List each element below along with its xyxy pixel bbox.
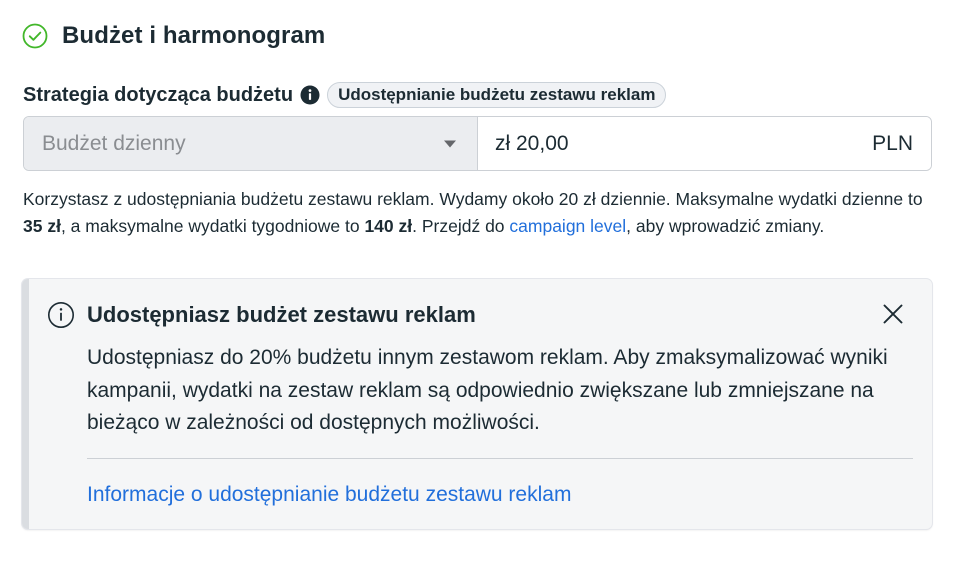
close-icon bbox=[882, 303, 904, 325]
budget-type-value: Budżet dzienny bbox=[42, 131, 186, 155]
info-card-body: Udostępniasz do 20% budżetu innym zestawom reklam. Aby zmaksymalizować wyniki kampanii, wydatki na zestaw reklam są odpowiednio zwiększane lub zmniejszane na bieżąco w zależności od dostępnych możliwości. bbox=[87, 346, 888, 434]
budget-description bbox=[23, 186, 923, 239]
budget-amount-field[interactable] bbox=[478, 117, 931, 170]
budget-sharing-info-link[interactable]: Informacje o udostępnianie budżetu zestawu reklam bbox=[87, 483, 572, 506]
strategy-badge: Udostępnianie budżetu zestawu reklam bbox=[327, 82, 666, 108]
weekly-max-amount: 140 zł bbox=[364, 215, 413, 236]
info-outline-icon bbox=[47, 301, 75, 329]
divider bbox=[87, 458, 913, 459]
description-text-3: . Przejdź do bbox=[412, 215, 510, 236]
description-text-2: , a maksymalne wydatki tygodniowe to bbox=[60, 215, 365, 236]
section-title: Budżet i harmonogram bbox=[62, 22, 326, 49]
info-filled-icon[interactable] bbox=[300, 85, 320, 105]
caret-down-icon bbox=[443, 139, 457, 149]
check-circle-icon bbox=[22, 23, 48, 49]
description-text-4: , aby wprowadzić zmiany. bbox=[626, 215, 825, 236]
close-button[interactable] bbox=[878, 299, 908, 329]
strategy-row bbox=[23, 82, 666, 108]
budget-row bbox=[23, 116, 932, 171]
campaign-level-link[interactable]: campaign level bbox=[509, 215, 627, 236]
budget-sharing-info-card bbox=[22, 279, 932, 529]
info-card-title: Udostępniasz budżet zestawu reklam bbox=[87, 302, 476, 327]
description-text-1: Korzystasz z udostępniania budżetu zestawu reklam. Wydamy około 20 zł dziennie. Maksymalne wydatki dzienne to bbox=[23, 189, 923, 209]
strategy-label: Strategia dotycząca budżetu bbox=[23, 83, 294, 106]
budget-type-dropdown[interactable] bbox=[24, 117, 478, 170]
budget-amount-input[interactable] bbox=[495, 132, 795, 156]
section-header bbox=[22, 22, 325, 50]
currency-label: PLN bbox=[872, 131, 913, 155]
daily-max-amount: 35 zł bbox=[23, 215, 61, 236]
info-card-accent bbox=[22, 279, 29, 529]
